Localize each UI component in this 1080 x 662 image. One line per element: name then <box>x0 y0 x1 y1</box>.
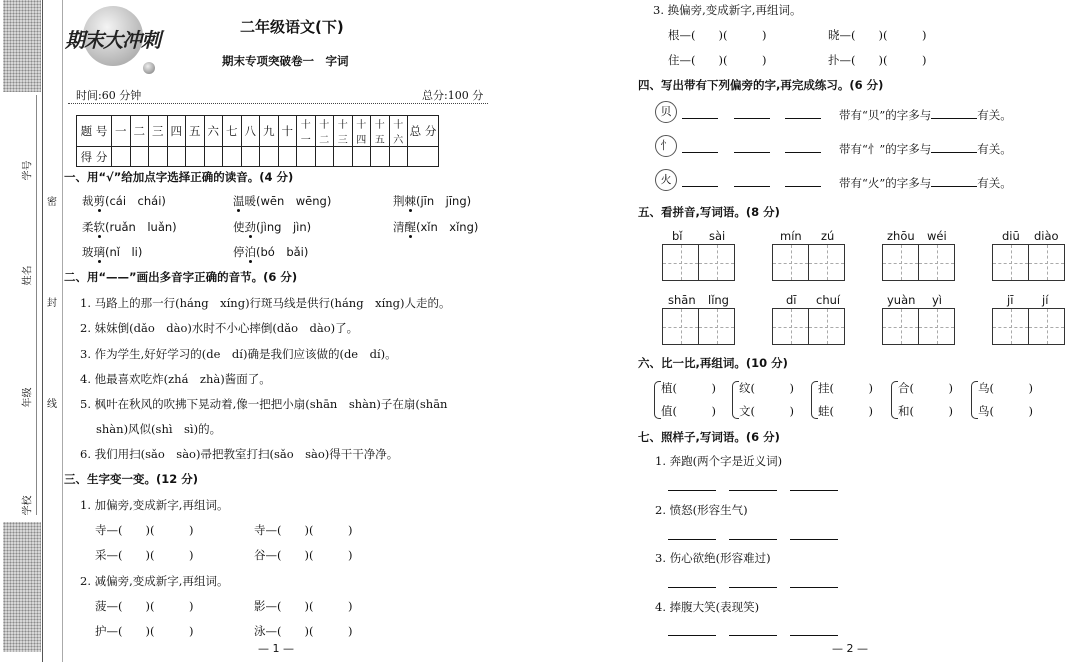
score-header-cell: 总 分 <box>408 116 439 147</box>
s3-item[interactable]: 住—( )( ) <box>668 53 767 67</box>
s2-question[interactable]: 3. 作为学生,好好学习的(de dí)确是我们应该做的(de dí)。 <box>80 347 397 361</box>
section-1-title: 一、用“√”给加点字选择正确的读音。(4 分) <box>64 170 294 184</box>
s7-blank[interactable] <box>729 478 777 491</box>
radical-badge-bei: 贝 <box>655 101 677 123</box>
score-header-cell: 十 <box>278 116 297 147</box>
s1-char: 停 <box>233 245 245 259</box>
exam-total: 总分:100 分 <box>422 89 484 102</box>
radical-badge-huo: 火 <box>655 169 677 191</box>
s3-item[interactable]: 扑—( )( ) <box>828 53 927 67</box>
s1-char: 暖 <box>244 194 256 208</box>
s1-item[interactable] <box>233 193 331 209</box>
s1-char: 柔 <box>82 220 94 234</box>
s4-blank[interactable] <box>734 106 770 119</box>
pinyin-label: zú <box>821 229 835 243</box>
writing-box[interactable] <box>882 308 919 345</box>
cut-mark-mi: 密 <box>47 197 57 208</box>
pinyin-label: yì <box>932 293 943 307</box>
s7-prompt: 2. 愤怒(形容生气) <box>655 503 748 517</box>
s4-blank[interactable] <box>785 174 821 187</box>
s4-blank[interactable] <box>682 140 718 153</box>
score-input-cell[interactable] <box>334 147 353 167</box>
s6-item[interactable]: 植( ) <box>661 381 716 395</box>
s1-item[interactable] <box>82 244 142 260</box>
pinyin-label: lǐng <box>708 293 729 307</box>
s4-end: 有关。 <box>977 108 1012 122</box>
pinyin-label: jí <box>1042 293 1049 307</box>
s1-char: 清 <box>393 220 405 234</box>
brace <box>891 381 898 419</box>
s4-blank[interactable] <box>682 106 718 119</box>
s7-blank[interactable] <box>729 575 777 588</box>
score-header-cell: 题 号 <box>77 116 112 147</box>
s2-question[interactable]: 5. 枫叶在秋风的吹拂下晃动着,像一把把小扇(shān shàn)子在扇(shān <box>80 397 448 411</box>
s3-item[interactable]: 寺—( )( ) <box>254 523 353 537</box>
s1-item[interactable] <box>233 244 308 260</box>
writing-box[interactable] <box>992 308 1029 345</box>
s3-item[interactable]: 影—( )( ) <box>254 599 353 613</box>
score-header-cell: 十六 <box>389 116 408 147</box>
s4-blank[interactable] <box>785 106 821 119</box>
s2-question[interactable]: 4. 他最喜欢吃炸(zhá zhà)酱面了。 <box>80 372 271 386</box>
s7-blank[interactable] <box>668 575 716 588</box>
logo <box>65 4 175 78</box>
s3-item[interactable]: 菠—( )( ) <box>95 599 194 613</box>
s1-item[interactable] <box>82 193 166 209</box>
brace <box>654 381 661 419</box>
writing-box[interactable] <box>772 244 809 281</box>
pinyin-label: yuàn <box>887 293 916 307</box>
score-header-cell: 十五 <box>371 116 390 147</box>
score-row-header <box>77 116 439 147</box>
margin-label-school: 学校 <box>22 495 34 516</box>
s1-item[interactable] <box>82 219 177 235</box>
s6-item[interactable]: 挂( ) <box>818 381 873 395</box>
s7-blank[interactable] <box>668 478 716 491</box>
writing-box[interactable] <box>918 308 955 345</box>
score-header-cell: 二 <box>130 116 149 147</box>
s6-item[interactable]: 鸟( ) <box>978 404 1033 418</box>
pinyin-label: shān <box>668 293 696 307</box>
s1-dotted-char: 棘 <box>404 194 416 208</box>
s6-item[interactable]: 合( ) <box>898 381 953 395</box>
s4-row[interactable] <box>682 106 1012 123</box>
score-input-cell[interactable] <box>352 147 371 167</box>
s7-blank[interactable] <box>790 527 838 540</box>
s6-item[interactable]: 蛙( ) <box>818 404 873 418</box>
writing-box[interactable] <box>698 244 735 281</box>
s3-sub2: 2. 减偏旁,变成新字,再组词。 <box>80 574 229 588</box>
writing-box[interactable] <box>662 308 699 345</box>
s1-char: 使 <box>233 220 245 234</box>
writing-box[interactable] <box>992 244 1029 281</box>
margin-label-grade: 年级 <box>22 387 34 408</box>
s1-pinyin: (jīn jīng) <box>416 194 472 208</box>
section-4-title: 四、写出带有下列偏旁的字,再完成练习。(6 分) <box>638 78 884 92</box>
score-label-cell: 得 分 <box>77 147 112 167</box>
score-input-cell[interactable] <box>186 147 205 167</box>
s1-char: 玻 <box>82 245 94 259</box>
s2-question-cont[interactable]: shàn)风似(shì sì)的。 <box>96 422 222 436</box>
s7-blank[interactable] <box>790 478 838 491</box>
writing-box[interactable] <box>1028 244 1065 281</box>
s3-item[interactable]: 泳—( )( ) <box>254 624 353 638</box>
s1-char: 裁 <box>82 194 94 208</box>
s4-row[interactable] <box>682 174 1012 191</box>
score-input-cell[interactable] <box>389 147 408 167</box>
s7-answer-lines[interactable] <box>668 478 838 494</box>
logo-dot <box>143 62 155 74</box>
score-header-cell: 九 <box>260 116 279 147</box>
writing-box[interactable] <box>772 308 809 345</box>
s4-blank[interactable] <box>931 106 977 119</box>
s1-pinyin: (ruǎn luǎn) <box>105 220 177 234</box>
section-7-title: 七、照样子,写词语。(6 分) <box>638 430 780 444</box>
score-input-cell[interactable] <box>315 147 334 167</box>
writing-box[interactable] <box>662 244 699 281</box>
s4-blank[interactable] <box>931 174 977 187</box>
s4-text: 带有“忄”的字多与 <box>838 142 932 156</box>
s4-text: 带有“贝”的字多与 <box>838 108 932 122</box>
s4-blank[interactable] <box>785 140 821 153</box>
s1-dotted-char: 温 <box>233 194 245 208</box>
pinyin-label: diào <box>1034 229 1059 243</box>
s6-item[interactable]: 文( ) <box>739 404 794 418</box>
s3-item[interactable]: 护—( )( ) <box>95 624 194 638</box>
score-input-cell[interactable] <box>167 147 186 167</box>
score-input-cell[interactable] <box>112 147 131 167</box>
s2-question[interactable]: 6. 我们用扫(sǎo sào)帚把教室打扫(sǎo sào)得干干净净。 <box>80 447 399 461</box>
s4-end: 有关。 <box>977 176 1012 190</box>
pinyin-label: diū <box>1002 229 1020 243</box>
s1-dotted-char: 醒 <box>404 220 416 234</box>
pinyin-label: zhōu <box>887 229 915 243</box>
writing-box[interactable] <box>808 308 845 345</box>
s4-end: 有关。 <box>977 142 1012 156</box>
score-header-cell: 五 <box>186 116 205 147</box>
s1-pinyin: (jìng jìn) <box>256 220 312 234</box>
s1-pinyin: (xǐn xǐng) <box>416 220 479 234</box>
score-input-cell[interactable] <box>149 147 168 167</box>
s3-item[interactable]: 谷—( )( ) <box>254 548 353 562</box>
pinyin-label: chuí <box>816 293 841 307</box>
s1-dotted-char: 劲 <box>244 220 256 234</box>
s3-item[interactable]: 寺—( )( ) <box>95 523 194 537</box>
s2-question[interactable]: 2. 妹妹倒(dǎo dào)水时不小心摔倒(dǎo dào)了。 <box>80 321 359 335</box>
score-header-cell: 十一 <box>297 116 316 147</box>
s3-item[interactable]: 根—( )( ) <box>668 28 767 42</box>
logo-text: 期末大冲刺 <box>65 28 160 52</box>
header-divider <box>68 103 488 104</box>
s6-item[interactable]: 纹( ) <box>739 381 794 395</box>
pinyin-label: mín <box>780 229 802 243</box>
pinyin-label: dī <box>786 293 797 307</box>
margin-line-inner <box>62 0 63 662</box>
score-header-cell: 三 <box>149 116 168 147</box>
margin-line <box>42 0 43 662</box>
s3-sub3: 3. 换偏旁,变成新字,再组词。 <box>653 3 802 17</box>
writing-box[interactable] <box>808 244 845 281</box>
radical-badge-xin: 忄 <box>655 135 677 157</box>
score-input-cell[interactable] <box>408 147 439 167</box>
s1-pinyin: (cái chái) <box>105 194 166 208</box>
s1-pinyin: (nǐ li) <box>105 245 143 259</box>
margin-pattern-top <box>3 0 41 92</box>
s7-answer-lines[interactable] <box>668 527 838 543</box>
score-header-cell: 七 <box>223 116 242 147</box>
writing-box[interactable] <box>918 244 955 281</box>
s4-blank[interactable] <box>931 140 977 153</box>
margin-label-name: 姓名 <box>22 265 34 286</box>
s4-blank[interactable] <box>734 140 770 153</box>
pinyin-label: jī <box>1007 293 1014 307</box>
s4-row[interactable] <box>682 140 1012 157</box>
score-header-cell: 六 <box>204 116 223 147</box>
brace <box>971 381 978 419</box>
score-header-cell: 四 <box>167 116 186 147</box>
s7-blank[interactable] <box>668 623 716 636</box>
s7-blank[interactable] <box>729 623 777 636</box>
page-title: 二年级语文(下) <box>240 18 344 36</box>
writing-box[interactable] <box>882 244 919 281</box>
pinyin-label: sài <box>709 229 726 243</box>
score-table <box>76 115 439 167</box>
pinyin-label: wéi <box>927 229 947 243</box>
s1-item[interactable] <box>393 219 478 235</box>
s4-blank[interactable] <box>734 174 770 187</box>
score-input-cell[interactable] <box>223 147 242 167</box>
score-input-cell[interactable] <box>371 147 390 167</box>
s1-pinyin: (wēn wēng) <box>256 194 332 208</box>
score-header-cell: 十三 <box>334 116 353 147</box>
margin-pattern-bottom <box>3 522 41 652</box>
s1-dotted-char: 软 <box>93 220 105 234</box>
score-input-cell[interactable] <box>260 147 279 167</box>
cut-mark-xian: 线 <box>47 399 57 410</box>
s7-answer-lines[interactable] <box>668 575 838 591</box>
brace <box>732 381 739 419</box>
section-6-title: 六、比一比,再组词。(10 分) <box>638 356 788 370</box>
exam-time: 时间:60 分钟 <box>76 89 142 102</box>
s1-dotted-char: 璃 <box>93 245 105 259</box>
margin-student-line <box>36 95 37 515</box>
section-3-title: 三、生字变一变。(12 分) <box>64 472 199 486</box>
writing-box[interactable] <box>698 308 735 345</box>
score-header-cell: 八 <box>241 116 260 147</box>
s7-prompt: 3. 伤心欲绝(形容难过) <box>655 551 771 565</box>
s1-pinyin: (bó bǎi) <box>256 245 309 259</box>
s4-blank[interactable] <box>682 174 718 187</box>
s4-text: 带有“火”的字多与 <box>838 176 932 190</box>
s7-blank[interactable] <box>790 623 838 636</box>
score-header-cell: 十二 <box>315 116 334 147</box>
s6-item[interactable]: 值( ) <box>661 404 716 418</box>
s1-dotted-char: 剪 <box>93 194 105 208</box>
pinyin-label: bǐ <box>672 229 683 243</box>
s7-blank[interactable] <box>790 575 838 588</box>
score-input-cell[interactable] <box>278 147 297 167</box>
s7-answer-lines[interactable] <box>668 623 838 639</box>
cut-mark-feng: 封 <box>47 298 57 309</box>
s7-prompt: 1. 奔跑(两个字是近义词) <box>655 454 783 468</box>
margin-label-student-id: 学号 <box>22 160 34 181</box>
s1-item[interactable] <box>393 193 471 209</box>
s3-item[interactable]: 晓—( )( ) <box>828 28 927 42</box>
score-input-cell[interactable] <box>204 147 223 167</box>
writing-box[interactable] <box>1028 308 1065 345</box>
section-2-title: 二、用“——”画出多音字正确的音节。(6 分) <box>64 270 298 284</box>
page-number-2: — 2 — <box>832 642 868 655</box>
s3-sub1: 1. 加偏旁,变成新字,再组词。 <box>80 498 229 512</box>
page-number-1: — 1 — <box>258 642 294 655</box>
score-input-cell[interactable] <box>130 147 149 167</box>
s3-item[interactable]: 采—( )( ) <box>95 548 194 562</box>
s7-prompt: 4. 捧腹大笑(表现笑) <box>655 600 760 614</box>
score-input-cell[interactable] <box>241 147 260 167</box>
s6-item[interactable]: 和( ) <box>898 404 953 418</box>
s6-item[interactable]: 乌( ) <box>978 381 1033 395</box>
score-input-cell[interactable] <box>297 147 316 167</box>
s2-question[interactable]: 1. 马路上的那一行(háng xíng)行斑马线是供行(háng xíng)人走的。 <box>80 296 451 310</box>
section-5-title: 五、看拼音,写词语。(8 分) <box>638 205 780 219</box>
s1-dotted-char: 泊 <box>244 245 256 259</box>
s7-blank[interactable] <box>668 527 716 540</box>
page-subtitle: 期末专项突破卷一 字词 <box>222 54 349 68</box>
score-header-cell: 一 <box>112 116 131 147</box>
s7-blank[interactable] <box>729 527 777 540</box>
score-row-values <box>77 147 439 167</box>
s1-char: 荆 <box>393 194 405 208</box>
brace <box>811 381 818 419</box>
score-header-cell: 十四 <box>352 116 371 147</box>
s1-item[interactable] <box>233 219 311 235</box>
